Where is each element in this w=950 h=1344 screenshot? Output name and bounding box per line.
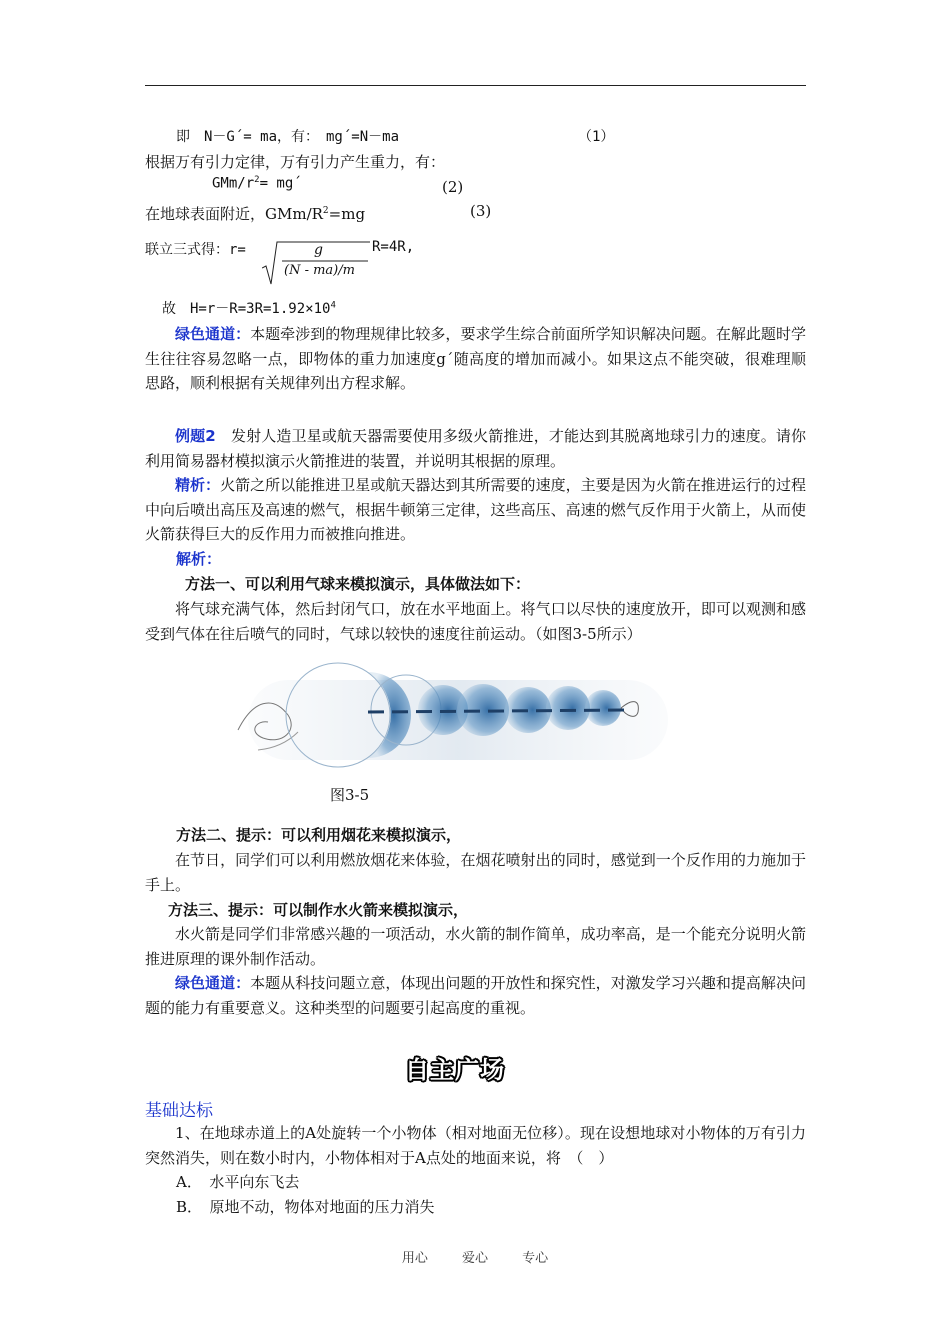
method-1-title: 方法一、可以利用气球来模拟演示，具体做法如下： [185,575,531,593]
example-label: 例题2 [175,427,216,445]
equation-3: 在地球表面附近，GMm/$R^2=mg$ [145,205,366,223]
balloon-figure [228,660,688,770]
method-3-title: 方法三、提示：可以制作水火箭来模拟演示， [168,901,469,919]
figure-caption: 图3-5 [330,786,370,804]
header-rule [145,85,806,86]
equation-3-number: (3) [470,202,492,220]
sqrt-fraction [262,240,372,285]
method-1-text: 将气球充满气体，然后封闭气口，放在水平地面上。将气口以尽快的速度放开，即可以观测和感受到气体在往后喷气的同时，气球以较快的速度往前运动。（如图3-5所示） [145,600,806,643]
example-2: 例题2 发射人造卫星或航天器需要使用多级火箭推进，才能达到其脱离地球引力的速度。请你利用简易器材模拟演示火箭推进的装置，并说明其根据的原理。 [145,427,806,470]
green-channel-label: 绿色通道： [175,325,251,343]
green-channel-label: 绿色通道： [175,974,251,992]
method-2-text: 在节日，同学们可以利用燃放烟花来体验，在烟花喷射出的同时，感觉到一个反作用的力施加于手上。 [145,851,806,894]
green-channel-2: 绿色通道：本题从科技问题立意，体现出问题的开放性和探究性，对激发学习兴趣和提高解决问题的能力有重要意义。这种类型的问题要引起高度的重视。 [145,974,806,1017]
subsection-heading: 基础达标 [145,1101,213,1121]
combine-label: 联立三式得：r= [145,242,246,258]
analysis: 精析：火箭之所以能推进卫星或航天器达到其所需要的速度，主要是因为火箭在推进运行的过程中向后喷出高压及高速的燃气，根据牛顿第三定律，这些高压、高速的燃气反作用于火箭上，从而使火箭获得巨大的反作用力而被推向推进。 [145,476,806,543]
option-b: B． 原地不动，物体对地面的压力消失 [176,1198,435,1216]
page-footer: 用心 爱心 专心 [401,1251,549,1266]
method-3-text: 水火箭是同学们非常感兴趣的一项活动，水火箭的制作简单，成功率高，是一个能充分说明火箭推进原理的课外制作活动。 [145,925,806,968]
result-line: 故 $H=r-R=3R=1.92\times 10^4$ [162,300,336,317]
option-a: A． 水平向东飞去 [176,1173,300,1191]
analysis-label: 精析： [175,476,221,494]
fraction-numerator: g [314,242,323,258]
equation-2-number: (2) [442,178,464,196]
method-2-title: 方法二、提示：可以利用烟花来模拟演示， [176,826,462,844]
section-title: 自主广场 [405,1056,505,1084]
combine-result: R=4R, [372,239,415,255]
law-intro: 根据万有引力定律，万有引力产生重力，有： [145,153,446,171]
question-1: 1、在地球赤道上的A处旋转一个小物体（相对地面无位移）。现在设想地球对小物体的万有引力突然消失，则在数小时内，小物体相对于A点处的地面来说，将 （ ） [145,1124,806,1167]
green-channel-1: 绿色通道：本题牵涉到的物理规律比较多，要求学生综合前面所学知识解决问题。在解此题时学生往往容易忽略一点，即物体的重力加速度g´随高度的增加而减小。如果这点不能突破，很难理顺思路，顺利根据有关规律列出方程求解。 [145,325,806,392]
equation-1: 即 N－G´= ma，有： mg´=N－ma [176,129,400,145]
fraction-denominator: (N - ma)/m [284,263,355,278]
equation-2: GMm/$r^2=$ mg´ [212,175,302,192]
equation-1-number: （1） [578,129,615,145]
solution-label: 解析： [176,550,222,568]
